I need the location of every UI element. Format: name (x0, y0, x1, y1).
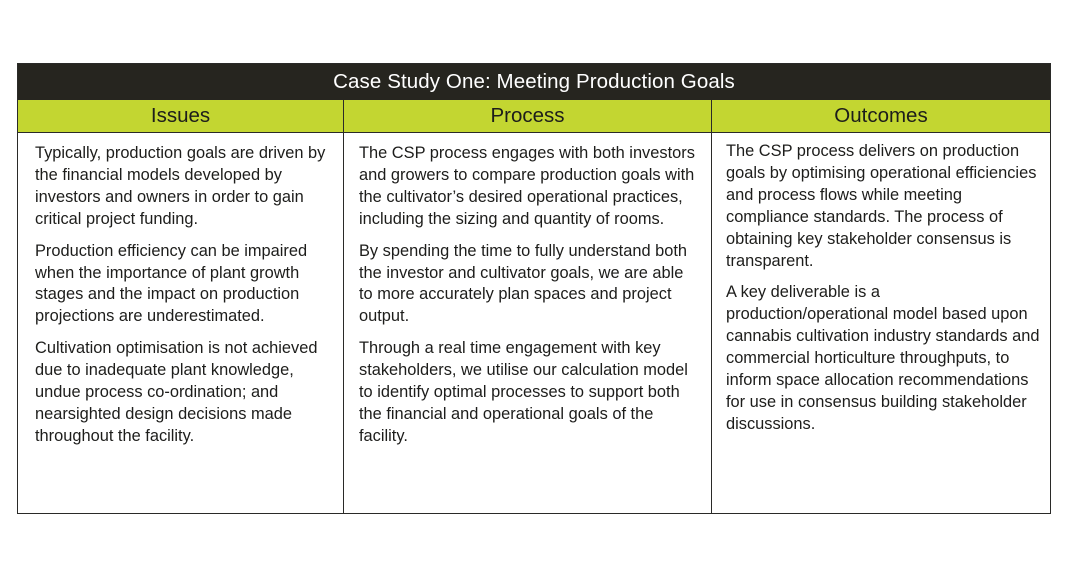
column-header-issues: Issues (18, 100, 344, 132)
column-header-row (18, 100, 1050, 133)
column-header-outcomes: Outcomes (834, 104, 928, 127)
issues-cell (18, 133, 344, 513)
process-paragraph: Through a real time engagement with key stakeholders, we utilise our calculation model to identify optimal processes to support both the financial and operational goals of the facility. (359, 339, 688, 445)
issues-paragraph: Cultivation optimisation is not achieved due to inadequate plant knowledge, undue process co-ordination; and nearsighted design decisions made throughout the facility. (35, 339, 318, 445)
table-title: Case Study One: Meeting Production Goals (18, 64, 1050, 100)
process-paragraph: The CSP process engages with both investors and growers to compare production goals with the cultivator’s desired operational practices, including the sizing and quantity of rooms. (359, 144, 695, 228)
process-paragraph: By spending the time to fully understand both the investor and cultivator goals, we are able to more accurately plan spaces and project output. (359, 241, 688, 326)
table-body-row (18, 133, 1050, 513)
outcomes-paragraph: The CSP process delivers on production goals by optimising operational efficiencies and process flows while meeting compliance standards. The process of obtaining key stakeholder consensus is transparent. (726, 142, 1037, 270)
outcomes-paragraph: A key deliverable is a production/operational model based upon cannabis cultivation industry standards and commercial horticulture throughputs, to inform space allocation recommendations for use in consensus building stakeholder discussions. (726, 283, 1040, 433)
outcomes-cell (712, 133, 1050, 513)
case-study-table (17, 63, 1051, 514)
issues-paragraph: Production efficiency can be impaired when the importance of plant growth stages and the impact on production projections are underestimated. (35, 241, 308, 326)
column-header-process: Process (344, 100, 712, 132)
issues-paragraph: Typically, production goals are driven by the financial models developed by investors and owners in order to gain critical project funding. (35, 144, 326, 228)
process-cell (344, 133, 712, 513)
